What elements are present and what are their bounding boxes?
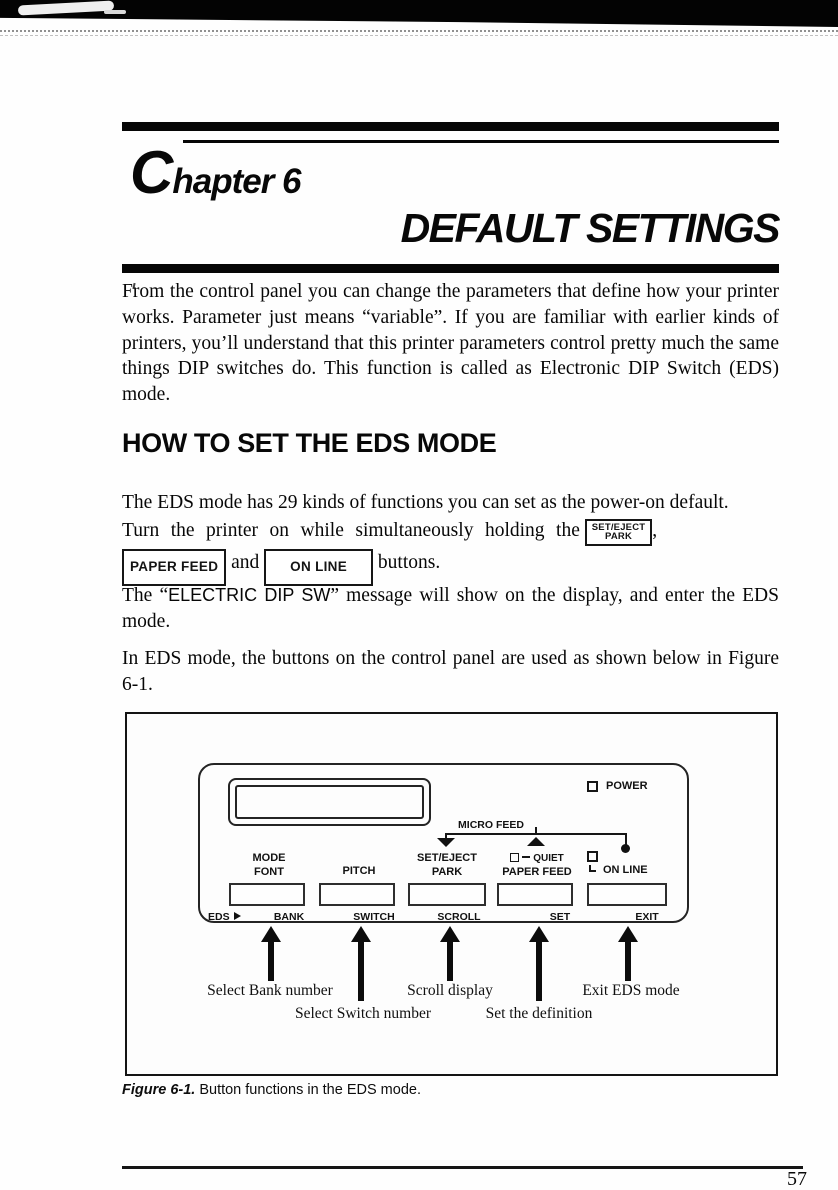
paper-feed-button-depiction: PAPER FEED xyxy=(122,549,226,586)
page-title: DEFAULT SETTINGS xyxy=(400,205,779,251)
eds-function-switch: SWITCH xyxy=(353,911,395,923)
scan-noise-line xyxy=(0,35,838,36)
power-led-icon xyxy=(587,781,598,792)
eds-text: EDS xyxy=(208,911,230,923)
figure-caption-label: Figure 6-1. xyxy=(122,1082,196,1098)
scan-artifact-blob xyxy=(104,10,126,14)
turn-on-suffix: buttons. xyxy=(377,552,441,573)
electric-prefix: The “ xyxy=(122,585,169,606)
chapter-heading xyxy=(130,138,301,207)
header-rule-thick xyxy=(122,122,779,131)
button-label-quiet-paper-feed xyxy=(491,852,583,879)
panel-button-on-line xyxy=(587,883,667,906)
lcd-display xyxy=(228,778,431,826)
page-number: 57 xyxy=(787,1168,807,1190)
arrow-head-icon xyxy=(351,926,371,942)
font-label: FONT xyxy=(254,865,284,878)
scan-artifact-band xyxy=(0,0,838,27)
set-eject-park-button-depiction xyxy=(585,519,653,546)
arrow-shaft xyxy=(625,941,631,981)
eds-function-set: SET xyxy=(549,911,571,923)
panel-button-font xyxy=(229,883,305,906)
panel-button-set-eject xyxy=(408,883,486,906)
micro-feed-down-arrow-icon xyxy=(437,838,455,847)
chapter-number: hapter 6 xyxy=(172,162,301,201)
micro-feed-dot-icon xyxy=(621,844,630,853)
comma-text: , xyxy=(652,520,658,541)
arrow-head-icon xyxy=(440,926,460,942)
power-label: POWER xyxy=(606,780,648,792)
eds-function-exit: EXIT xyxy=(635,911,659,923)
panel-button-pitch xyxy=(319,883,395,906)
lcd-display-screen xyxy=(235,785,424,819)
annotation-exit-eds: Exit EDS mode xyxy=(582,982,680,999)
on-line-led-pointer-icon xyxy=(589,865,596,872)
on-line-button-depiction: ON LINE xyxy=(264,549,373,586)
park-label: PARK xyxy=(431,865,463,878)
footer-rule xyxy=(122,1166,803,1169)
button-label-set-eject-park xyxy=(404,852,490,879)
control-panel xyxy=(198,763,689,923)
scan-noise-line xyxy=(0,30,838,32)
button-label-mode-font xyxy=(229,852,309,879)
scan-artifact-blob xyxy=(18,0,114,15)
paragraph-figure-reference: In EDS mode, the buttons on the control panel are used as shown below in Figure 6-1. xyxy=(122,648,779,695)
figure-caption xyxy=(122,1082,421,1098)
quiet-label: QUIET xyxy=(533,853,564,864)
arrow-head-icon xyxy=(529,926,549,942)
eds-function-bank: BANK xyxy=(273,911,305,923)
figure-6-1-box xyxy=(125,712,778,1076)
arrow-head-icon xyxy=(618,926,638,942)
display-message-text: ELECTRIC DIP SW xyxy=(168,585,331,605)
arrow-shaft xyxy=(268,941,274,981)
set-eject-label: SET/EJECT xyxy=(417,852,477,864)
eds-function-scroll: SCROLL xyxy=(437,911,481,923)
button-label-pitch xyxy=(319,865,399,879)
intro-paragraph: From the control panel you can change the parameters that define how your printer works. Parameter just means “variable”. If you are familiar with earlier kinds of printers, you’ll understand that this printer parameters control pretty much the same things DIP switches do. This function is called as Electronic DIP Switch (EDS) mode. xyxy=(122,281,779,406)
on-line-label: ON LINE xyxy=(603,864,648,876)
figure-caption-text: Button functions in the EDS mode. xyxy=(199,1082,421,1098)
panel-button-paper-feed xyxy=(497,883,573,906)
mode-label: MODE xyxy=(252,852,286,864)
pitch-label: PITCH xyxy=(342,865,376,877)
micro-feed-up-arrow-icon xyxy=(527,837,545,846)
micro-feed-bracket-tick xyxy=(535,827,537,834)
micro-feed-label: MICRO FEED xyxy=(458,819,524,831)
set-eject-label: SET/EJECT xyxy=(591,521,646,533)
quiet-dash-link xyxy=(522,856,530,858)
turn-on-prefix: Turn the printer on while simultaneously holding the xyxy=(122,520,580,541)
eds-pointer-icon xyxy=(234,912,241,920)
quiet-led-icon xyxy=(510,853,519,862)
chapter-initial: C xyxy=(130,139,173,206)
electric-suffix: ” message will show on the display, and enter the EDS mode. xyxy=(122,585,779,632)
paragraph-electric-dip-sw xyxy=(122,583,779,635)
annotation-select-bank: Select Bank number xyxy=(207,982,333,999)
and-text: and xyxy=(231,552,260,573)
annotation-set-definition: Set the definition xyxy=(485,1005,593,1022)
park-label: PARK xyxy=(605,531,633,542)
arrow-shaft xyxy=(447,941,453,981)
arrow-head-icon xyxy=(261,926,281,942)
paper-feed-label: PAPER FEED xyxy=(502,865,572,878)
paragraph-eds-kinds: The EDS mode has 29 kinds of functions you can set as the power-on default. xyxy=(122,492,729,513)
title-rule-thick xyxy=(122,264,779,273)
annotation-select-switch: Select Switch number xyxy=(294,1005,432,1022)
on-line-led-icon xyxy=(587,851,598,862)
annotation-scroll-display: Scroll display xyxy=(407,982,493,999)
eds-mode-label xyxy=(208,911,241,923)
section-heading: HOW TO SET THE EDS MODE xyxy=(122,428,497,458)
paragraph-turn-on xyxy=(122,515,779,586)
